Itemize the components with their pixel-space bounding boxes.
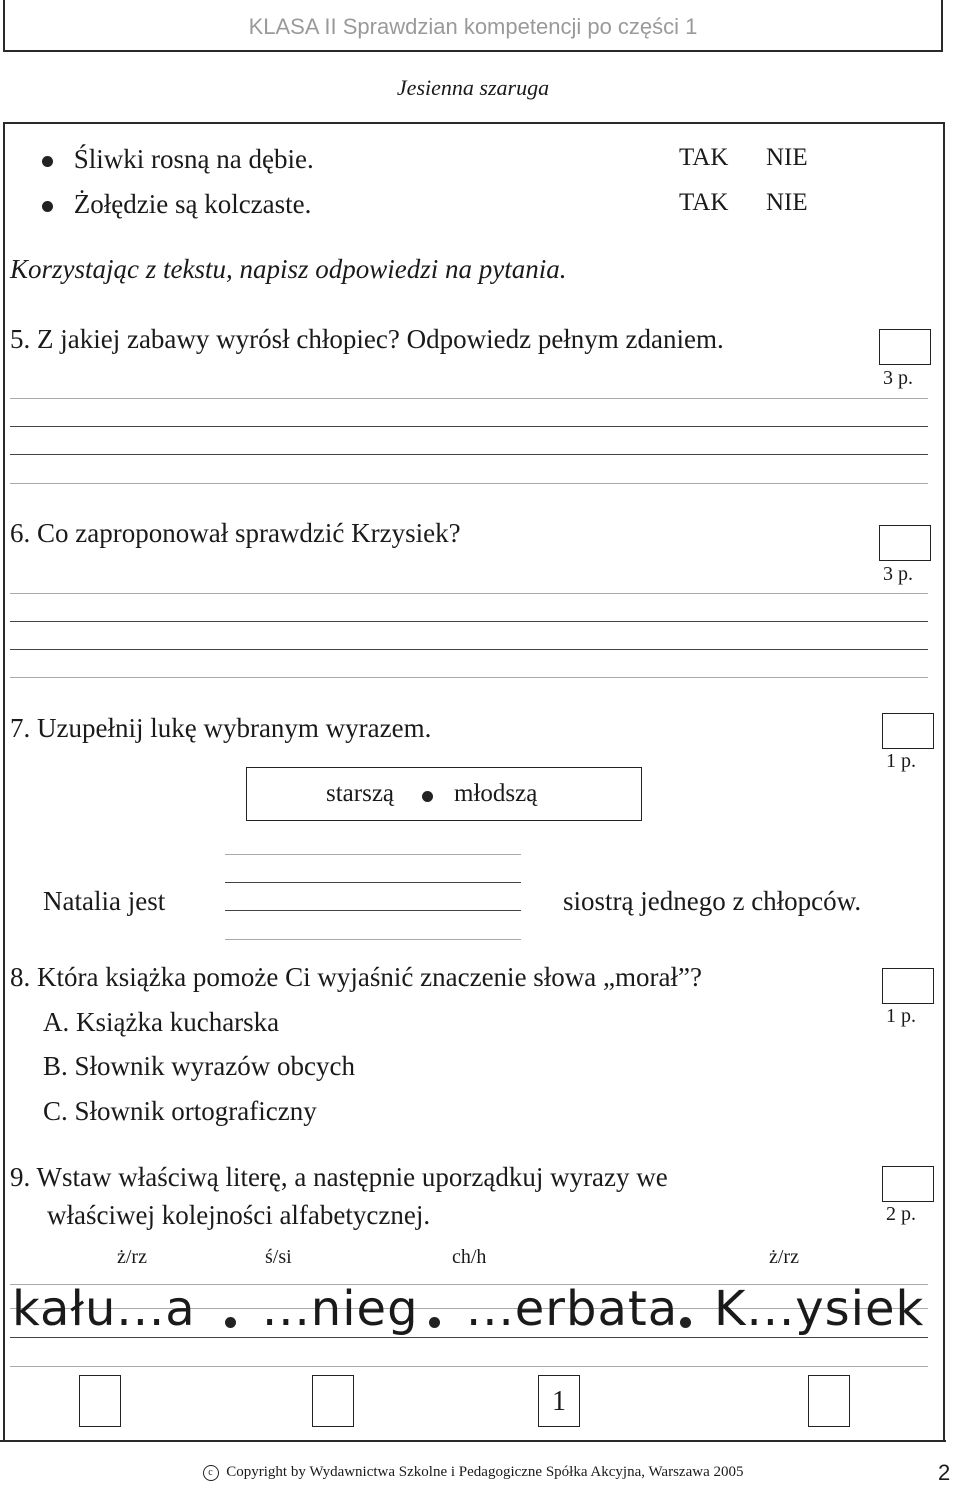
tf-no-2[interactable]: NIE <box>766 189 808 216</box>
tf-row-1 <box>42 144 314 175</box>
word-bank <box>246 767 642 821</box>
tf-row-2 <box>42 189 311 220</box>
writing-line <box>10 649 928 650</box>
bullet-icon <box>225 1317 236 1328</box>
instruction: Korzystając z tekstu, napisz odpowiedzi na pytania. <box>10 254 567 284</box>
cursive-word-3: ...erbata <box>466 1281 679 1337</box>
tf-statement: Śliwki rosną na dębie. <box>73 144 314 174</box>
order-box-2[interactable] <box>312 1375 354 1427</box>
sentence-start: Natalia jest <box>43 886 166 916</box>
cursive-word-1: kału...a <box>12 1281 196 1337</box>
page-number: 2 <box>938 1460 951 1485</box>
points-label-q8: 1 p. <box>886 1005 916 1027</box>
writing-line <box>10 454 928 455</box>
letter-hint-3: ch/h <box>452 1246 487 1268</box>
bullet-icon <box>42 201 53 212</box>
cursive-word-2: ...nieg <box>262 1281 419 1337</box>
writing-line <box>10 398 928 399</box>
letter-hint-2: ś/si <box>265 1246 292 1268</box>
copyright-text: Copyright by Wydawnictwa Szkolne i Pedagogiczne Spółka Akcyjna, Warszawa 2005 <box>226 1464 744 1480</box>
word-option-2[interactable]: młodszą <box>454 780 538 807</box>
answer-line-q5[interactable] <box>10 426 928 427</box>
points-box-q8[interactable] <box>882 968 934 1004</box>
points-label-q9: 2 p. <box>886 1203 916 1225</box>
bullet-icon <box>42 156 53 167</box>
copyright-icon: c <box>203 1465 219 1481</box>
bullet-icon <box>429 1317 440 1328</box>
handwriting-line <box>10 1366 928 1367</box>
handwriting-baseline <box>10 1337 928 1338</box>
tf-yes-2[interactable]: TAK <box>679 189 729 216</box>
bullet-icon <box>422 791 433 802</box>
question-5: 5. Z jakiej zabawy wyrósł chłopiec? Odpowiedz pełnym zdaniem. <box>10 324 724 354</box>
order-box-3[interactable]: 1 <box>538 1375 580 1427</box>
tf-no-1[interactable]: NIE <box>766 144 808 171</box>
points-label-q6: 3 p. <box>883 563 913 585</box>
bullet-icon <box>680 1317 691 1328</box>
letter-hint-4: ż/rz <box>769 1246 799 1268</box>
tf-yes-1[interactable]: TAK <box>679 144 729 171</box>
question-9-line-2: właściwej kolejności alfabetycznej. <box>47 1200 431 1230</box>
answer-option-c[interactable]: C. Słownik ortograficzny <box>43 1096 317 1126</box>
sentence-end: siostrą jednego z chłopców. <box>563 886 862 916</box>
order-box-4[interactable] <box>808 1375 850 1427</box>
question-8: 8. Która książka pomoże Ci wyjaśnić znaczenie słowa „morał”? <box>10 962 702 992</box>
order-box-1[interactable] <box>79 1375 121 1427</box>
points-box-q7[interactable] <box>882 713 934 749</box>
points-label-q5: 3 p. <box>883 367 913 389</box>
writing-line <box>10 483 928 484</box>
answer-line-q6[interactable] <box>10 621 928 622</box>
tf-statement: Żołędzie są kolczaste. <box>73 189 312 219</box>
writing-line <box>225 882 521 883</box>
points-label-q7: 1 p. <box>886 750 916 772</box>
points-box-q5[interactable] <box>879 329 931 365</box>
writing-line <box>225 939 521 940</box>
points-box-q9[interactable] <box>882 1166 934 1202</box>
question-9-line-1: 9. Wstaw właściwą literę, a następnie uporządkuj wyrazy we <box>10 1162 668 1192</box>
answer-option-b[interactable]: B. Słownik wyrazów obcych <box>43 1051 355 1081</box>
gap-answer-line[interactable] <box>225 910 521 911</box>
header-title: KLASA II Sprawdzian kompetencji po części 1 <box>248 14 698 39</box>
cursive-word-4: K...ysiek <box>714 1281 925 1337</box>
writing-line <box>10 593 928 594</box>
writing-line <box>10 677 928 678</box>
footer-divider <box>0 1440 946 1442</box>
footer <box>0 1464 946 1481</box>
answer-option-a[interactable]: A. Książka kucharska <box>43 1007 280 1037</box>
writing-line <box>225 854 521 855</box>
story-title: Jesienna szaruga <box>396 75 550 100</box>
question-7: 7. Uzupełnij lukę wybranym wyrazem. <box>10 713 432 743</box>
points-box-q6[interactable] <box>879 525 931 561</box>
word-option-1[interactable]: starszą <box>326 780 395 807</box>
question-6: 6. Co zaproponował sprawdzić Krzysiek? <box>10 518 461 548</box>
letter-hint-1: ż/rz <box>117 1246 147 1268</box>
